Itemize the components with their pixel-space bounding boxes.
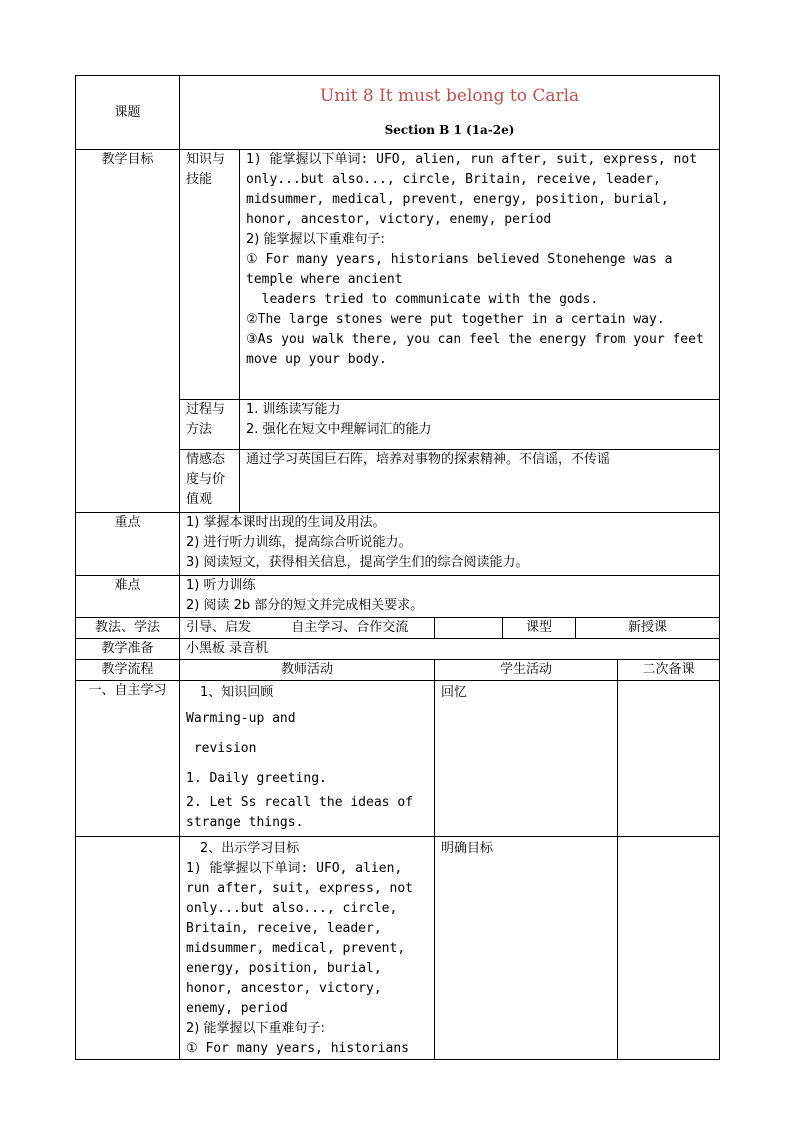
flow-stage bbox=[76, 837, 180, 1060]
difficulty-line: 2) 阅读 2b 部分的短文并完成相关要求。 bbox=[186, 598, 424, 613]
teacher-line: ① For many years, historians bbox=[186, 1041, 409, 1056]
methods-value-cell bbox=[180, 618, 435, 639]
attitude-label: 情感态度与价值观 bbox=[180, 450, 240, 513]
lesson-title: Unit 8 It must belong to Carla bbox=[319, 86, 580, 106]
teacher-line: 1. Daily greeting. bbox=[186, 771, 327, 786]
lesson-subtitle: Section B 1 (1a-2e) bbox=[384, 123, 515, 137]
flow-stage: 一、自主学习 bbox=[76, 681, 180, 837]
topic-label: 课题 bbox=[76, 76, 180, 150]
teacher-line: 2) 能掌握以下重难句子: bbox=[186, 1021, 325, 1036]
knowledge-line: ②The large stones were put together in a certain way. bbox=[246, 312, 665, 327]
methods-spacer bbox=[435, 618, 503, 639]
teacher-activity-title: 1、知识回顾 bbox=[200, 685, 274, 700]
knowledge-content bbox=[240, 150, 720, 400]
process-line: 1. 训练读写能力 bbox=[246, 402, 341, 417]
teacher-line bbox=[186, 759, 428, 769]
difficulty-line: 1) 听力训练 bbox=[186, 578, 256, 593]
teach-method: 引导、启发 bbox=[186, 620, 252, 635]
process-content bbox=[240, 400, 720, 450]
revision-cell bbox=[618, 837, 720, 1060]
lesson-plan-table bbox=[75, 75, 720, 1060]
teacher-line bbox=[186, 729, 428, 739]
student-activity: 回忆 bbox=[435, 681, 618, 837]
teacher-activity bbox=[180, 837, 435, 1060]
flow-header-revision: 二次备课 bbox=[618, 660, 720, 681]
teacher-line: 1) 能掌握以下单词: UFO, alien, run after, suit, express, not only...but also..., circle, Britain, receive, leader, midsummer, medical, prevent, energy, position, burial, honor, ancestor, victory, enemy, period bbox=[186, 861, 421, 1016]
preparation-value: 小黑板 录音机 bbox=[180, 639, 720, 660]
objectives-label: 教学目标 bbox=[76, 150, 180, 513]
knowledge-line: ① For many years, historians believed Stonehenge was a temple where ancient bbox=[246, 252, 681, 287]
knowledge-label: 知识与技能 bbox=[180, 150, 240, 400]
lesson-plan-page bbox=[75, 75, 719, 1060]
knowledge-line: 2) 能掌握以下重难句子: bbox=[246, 232, 385, 247]
revision-cell bbox=[618, 681, 720, 837]
difficulties-content bbox=[180, 576, 720, 618]
key-points-content bbox=[180, 513, 720, 576]
lesson-type-label: 课型 bbox=[503, 618, 576, 639]
preparation-label: 教学准备 bbox=[76, 639, 180, 660]
attitude-content: 通过学习英国巨石阵，培养对事物的探索精神。不信谣，不传谣 bbox=[240, 450, 720, 513]
key-point-line: 3) 阅读短文，获得相关信息，提高学生们的综合阅读能力。 bbox=[186, 555, 529, 570]
learn-method: 自主学习、合作交流 bbox=[291, 620, 409, 635]
knowledge-line: ③As you walk there, you can feel the energy from your feet move up your body. bbox=[246, 332, 712, 367]
student-activity: 明确目标 bbox=[435, 837, 618, 1060]
knowledge-line: 1) 能掌握以下单词: UFO, alien, run after, suit, express, not only...but also..., circle, Britain, receive, leader, midsummer, medical, prevent, energy, position, burial, honor, ancestor, victory, enemy, period bbox=[246, 152, 705, 227]
process-line: 2. 强化在短文中理解词汇的能力 bbox=[246, 422, 432, 437]
teacher-line: revision bbox=[186, 741, 257, 756]
lesson-type-value: 新授课 bbox=[576, 618, 720, 639]
flow-header-stage: 教学流程 bbox=[76, 660, 180, 681]
teacher-activity bbox=[180, 681, 435, 837]
teacher-line: 2. Let Ss recall the ideas of strange things. bbox=[186, 795, 421, 830]
flow-header-student: 学生活动 bbox=[435, 660, 618, 681]
process-label: 过程与方法 bbox=[180, 400, 240, 450]
teacher-line: Warming-up and bbox=[186, 711, 296, 726]
methods-label: 教法、学法 bbox=[76, 618, 180, 639]
key-point-line: 2) 进行听力训练，提高综合听说能力。 bbox=[186, 535, 412, 550]
flow-header-teacher: 教师活动 bbox=[180, 660, 435, 681]
key-point-line: 1) 掌握本课时出现的生词及用法。 bbox=[186, 515, 386, 530]
knowledge-line: leaders tried to communicate with the gods. bbox=[246, 292, 599, 307]
difficulties-label: 难点 bbox=[76, 576, 180, 618]
teacher-activity-title: 2、出示学习目标 bbox=[200, 841, 300, 856]
title-cell bbox=[180, 76, 720, 150]
key-points-label: 重点 bbox=[76, 513, 180, 576]
